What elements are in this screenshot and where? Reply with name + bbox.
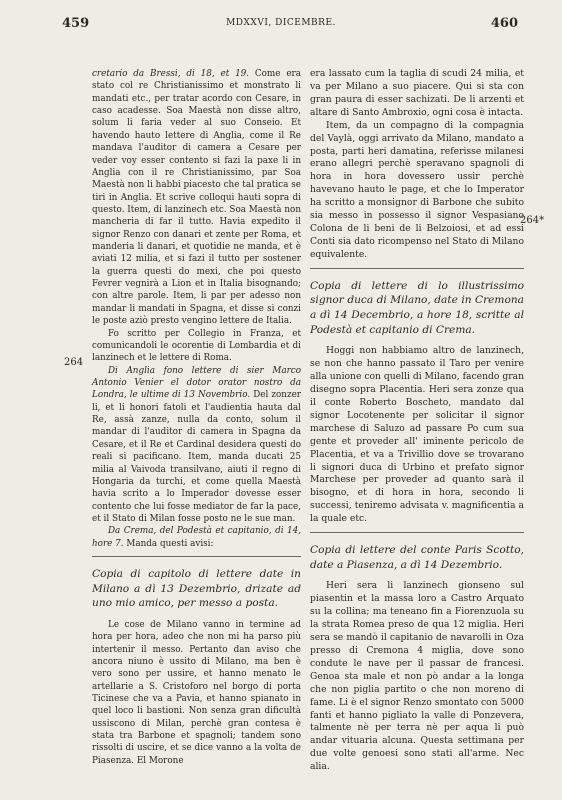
divider bbox=[310, 268, 524, 269]
paragraph bbox=[92, 525, 301, 550]
left-page-number: 459 bbox=[62, 16, 90, 31]
paragraph: Heri sera li lanzinech gionseno sul piasentin et la massa loro a Castro Arquato su la collina; ma teneano fin a Fiorenzuola su la strata Romea preso de qua 12 miglia. Heri sera se mandò il capitanio de navarolli in Oza presso di Cremona 4 miglia, dove sono condute le nave per il passar de francesi. Genoa sta male et non pò andar a la longa che non piglia partito o che non moreno di fame. Li è el signor Renzo smontato con 5000 fanti et hanno pigliato la valle di Ponzevera, talmente nè per terra nè per aqua li può andar vituaria alcuna. Questa settimana per due volte genoesi sono stati all'arme. Nec alia. bbox=[310, 580, 524, 773]
paragraph: Item, da un compagno di la compagnia del Vaylà, oggi arrivato da Milano, mandato a posta, parti heri damatina, referisse milanesi erano allegri perchè speravano spagnoli di hora in hora dovessero ussir perchè havevano hauto le page, et che lo Imperator ha scritto a monsignor di Barbone che subito sia messo in possesso il signor Vespasiano Colona de li beni de li Belzoiosi, et ad essi Conti sia dato ricompenso nel Stato di Milano equivalente. bbox=[310, 119, 524, 260]
paragraph: era lassato cum la taglia di scudi 24 milia, et va per Milano a suo piacere. Qui si sta con gran paura di esser sachizati. De li arzenti et altare di Santo Ambroxio, ogni cosa è intacta. bbox=[310, 68, 524, 118]
paragraph: Fo scritto per Collegio in Franza, et comunicandoli le ocorentie di Lombardia et di lanzinech et le lettere di Roma. bbox=[92, 328, 301, 364]
italic-lead: Da Crema, del Podestà et capitanio, di 14, hore 7. bbox=[92, 526, 301, 549]
margin-note-right: 264* bbox=[520, 215, 545, 226]
divider bbox=[92, 556, 301, 557]
section-heading: Copia di lettere del conte Paris Scotto, date a Piasenza, a dì 14 Dezembrio. bbox=[310, 544, 524, 571]
paragraph-text: Manda questi avisi: bbox=[123, 538, 214, 549]
page-header bbox=[0, 16, 562, 32]
margin-note-left: 264 bbox=[64, 357, 84, 368]
paragraph-text: Come era stato col re Christianissimo et monstrato li mandati etc., per tratar acordo con Cesare, in caso acadesse. Soa Maestà non disse altro, solum li faria veder al suo Conseio. Et havendo hauto lettere di Anglia, come il Re mandava l'auditor di camera a Cesare per veder voy esser contento si fazi la paxe li in Anglia con il re Christianissimo, par Soa Maestà non li habbi piacesto che tal pratica se tiri in Anglia. Et scrive colloqui hauti sopra di questo. Item, di lanzinech etc. Soa Maestà non mancheria di far il tutto. Havia expedito il signor Renzo con danari et zente per Roma, et manderia li danari, et quotidie ne manda, et è aviati 12 milia, et si fazi il tutto per sostener la guerra questi do mexi, che poi questo Fevrer vegnirà a Lion et in Italia bisognando; con altre parole. Item, li par per adesso non mandar li mandati in Spagna, et disse si conzi le poste aziò presto vengino lettere de Italia. bbox=[92, 69, 301, 327]
right-column bbox=[310, 68, 524, 774]
running-title: MDXXVI, DICEMBRE. bbox=[226, 18, 336, 28]
divider bbox=[310, 532, 524, 533]
italic-lead: Di Anglia fono lettere di sier Marco Antonio Venier el dotor orator nostro da Londra, le ultime di 13 Novembrio. bbox=[92, 365, 301, 401]
left-column bbox=[92, 68, 301, 767]
paragraph bbox=[92, 365, 301, 526]
right-page-number: 460 bbox=[490, 16, 518, 31]
section-heading: Copia di capitolo di lettere date in Milano a dì 13 Dezembrio, drizate ad uno mio amico, per messo a posta. bbox=[92, 568, 301, 610]
section-heading: Copia di lettere di lo illustrissimo signor duca di Milano, date in Cremona a dì 14 Decembrio, a hore 18, scritte al Podestà et capitanio di Crema. bbox=[310, 279, 524, 336]
paragraph bbox=[92, 68, 301, 328]
paragraph-text: Del zonzer li, et li honori fatoli et l'audientia hauta dal Re, assà zanze, nulla da conto, solum il mandar di l'auditor di camera in Spagna da Cesare, et il Re et Cardinal desidera questi do reali si pacificano. Item, manda ducati 25 milia al Vaivoda transilvano, aiuti il regno di Hongaria da turchi, et come quella Maestà havia scrito a lo Imperador dovesse esser contento che lui fosse mediator de far la pace, et il Stato di Milan fosse posto ne le sue man. bbox=[92, 390, 302, 524]
italic-lead: cretario da Bressi, di 18, et 19. bbox=[92, 69, 250, 79]
paragraph: Hoggi non habbiamo altro de lanzinech, se non che hanno passato il Taro per venire alla unione con quelli di Milano, facendo gran disegno sopra Placentia. Heri sera zonze qua il conte Roberto Boscheto, mandato dal signor Locotenente per solicitar il signor marchese di Saluzo ad passare Po cum sua gente et proveder all' iminente pericolo de Placentia, et va a Trivillio dove se trovarano li signori duca di Urbino et prefato signor Marchese per proveder ad quanto sarà il bisogno, et di hora in hora, secondo li successi, teniremo advisata v. magnificentia a la quale etc. bbox=[310, 345, 524, 525]
paragraph: Le cose de Milano vanno in termine ad hora per hora, adeo che non mi ha parso più intertenir il messo. Pertanto dan aviso che ancora niuno è ussito di Milano, ma ben è vero sono per ussire, et hanno menato le artellarie a S. Cristoforo nel borgo di porta Ticinese che va a Pavia, et hanno spianato in quel loco li bastioni. Non senza gran dificultà ussiscono di Milan, perchè gran contesa è stata tra Barbone et spagnoli; tandem sono rissolti di uscire, et se dice vanno a la volta de Piasenza. El Morone bbox=[92, 619, 301, 766]
